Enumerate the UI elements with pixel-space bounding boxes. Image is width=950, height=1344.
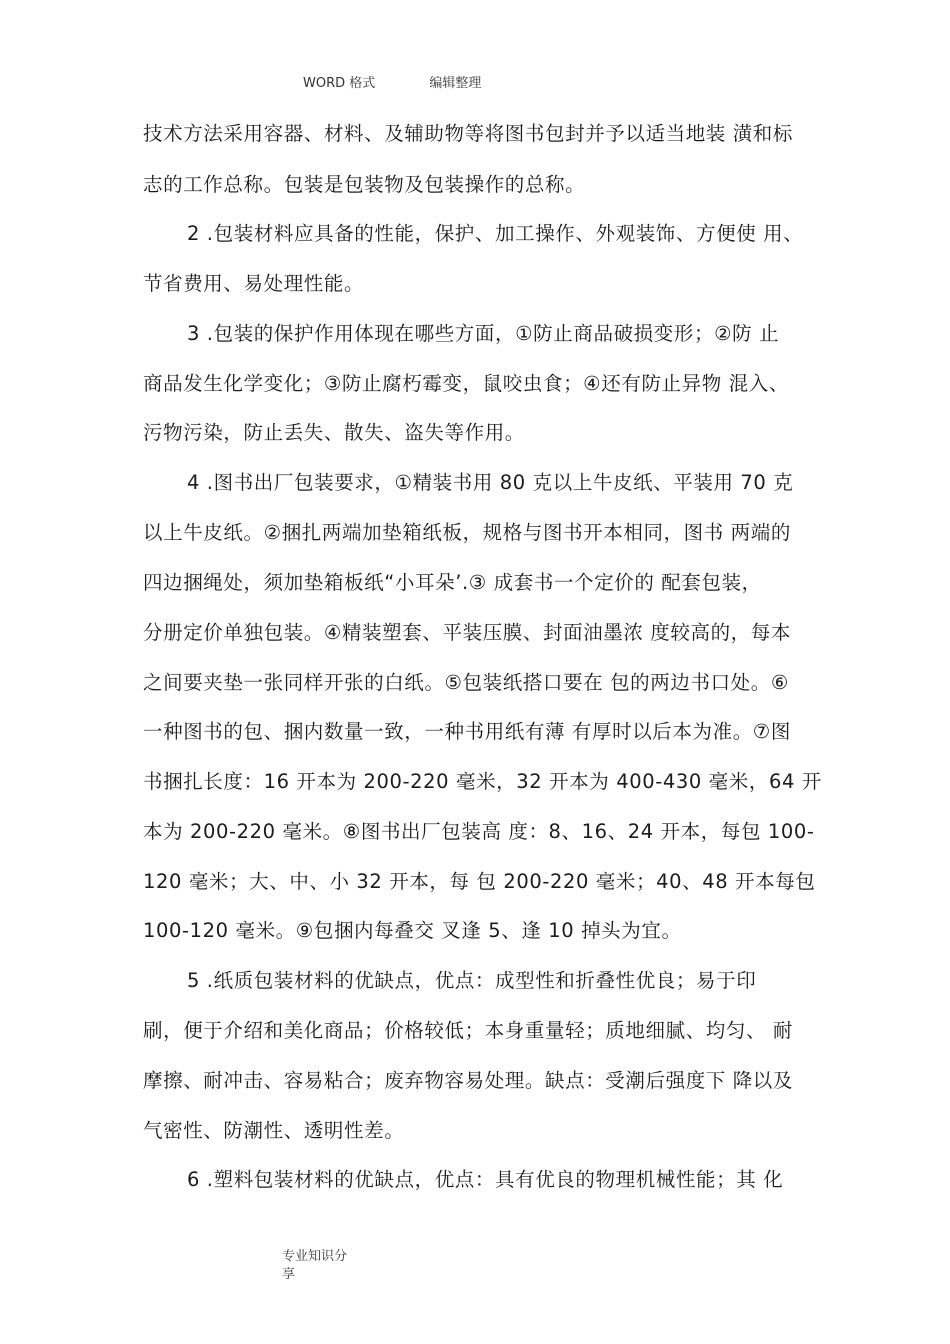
text-line: 4 .图书出厂包装要求，①精装书用 80 克以上牛皮纸、平装用 70 克 [187,471,794,494]
page-header [303,72,481,91]
text-line: 商品发生化学变化；③防止腐朽霉变，鼠咬虫食；④还有防止异物 混入、 [143,372,789,395]
text-line: 以上牛皮纸。②捆扎两端加垫箱纸板，规格与图书开本相同，图书 两端的 [143,521,791,544]
text-line: 分册定价单独包装。④精装塑套、平装压膜、封面油墨浓 度较高的，每本 [143,621,791,644]
text-line: 6 .塑料包装材料的优缺点，优点：具有优良的物理机械性能；其 化 [187,1168,784,1191]
text-line: 之间要夹垫一张同样开张的白纸。⑤包装纸搭口要在 包的两边书口处。⑥ [143,671,789,694]
text-line: 节省费用、易处理性能。 [143,272,365,295]
text-line: 2 .包装材料应具备的性能，保护、加工操作、外观装饰、方便使 用、 [187,222,804,245]
text-line: 本为 200-220 毫米。⑧图书出厂包装高 度：8、16、24 开本，每包 100- [143,820,815,843]
text-line: 四边捆绳处，须加垫箱板纸“小耳朵’.③ 成套书一个定价的 配套包装， [143,571,762,594]
header-format-label: WORD 格式 [303,76,376,91]
text-line: 一种图书的包、捆内数量一致，一种书用纸有薄 有厚时以后本为准。⑦图 [143,720,791,743]
header-edit-label: 编辑整理 [429,76,482,91]
text-line: 污物污染，防止丢失、散失、盗失等作用。 [143,421,525,444]
text-line: 摩擦、耐冲击、容易粘合；废弃物容易处理。缺点：受潮后强度下 降以及 [143,1069,793,1092]
text-line: 刷，便于介绍和美化商品；价格较低；本身重量轻；质地细腻、均匀、 耐 [143,1019,793,1042]
text-line: 气密性、防潮性、透明性差。 [143,1119,405,1142]
text-line: 100-120 毫米。⑨包捆内每叠交 叉逢 5、逢 10 掉头为宜。 [143,919,682,942]
text-line: 书捆扎长度：16 开本为 200-220 毫米，32 开本为 400-430 毫米，64 开 [143,770,822,793]
text-line: 5 .纸质包装材料的优缺点，优点：成型性和折叠性优良；易于印 [187,969,757,992]
text-line: 技术方法采用容器、材料、及辅助物等将图书包封并予以适当地装 潢和标 [143,122,793,145]
text-line: 志的工作总称。包装是包装物及包装操作的总称。 [143,173,586,196]
text-line: 120 毫米；大、中、小 32 开本，每 包 200-220 毫米；40、48 开本每包 [143,870,816,893]
page-footer: 专业知识分享 [282,1249,348,1282]
text-line: 3 .包装的保护作用体现在哪些方面，①防止商品破损变形；②防 止 [187,322,780,345]
